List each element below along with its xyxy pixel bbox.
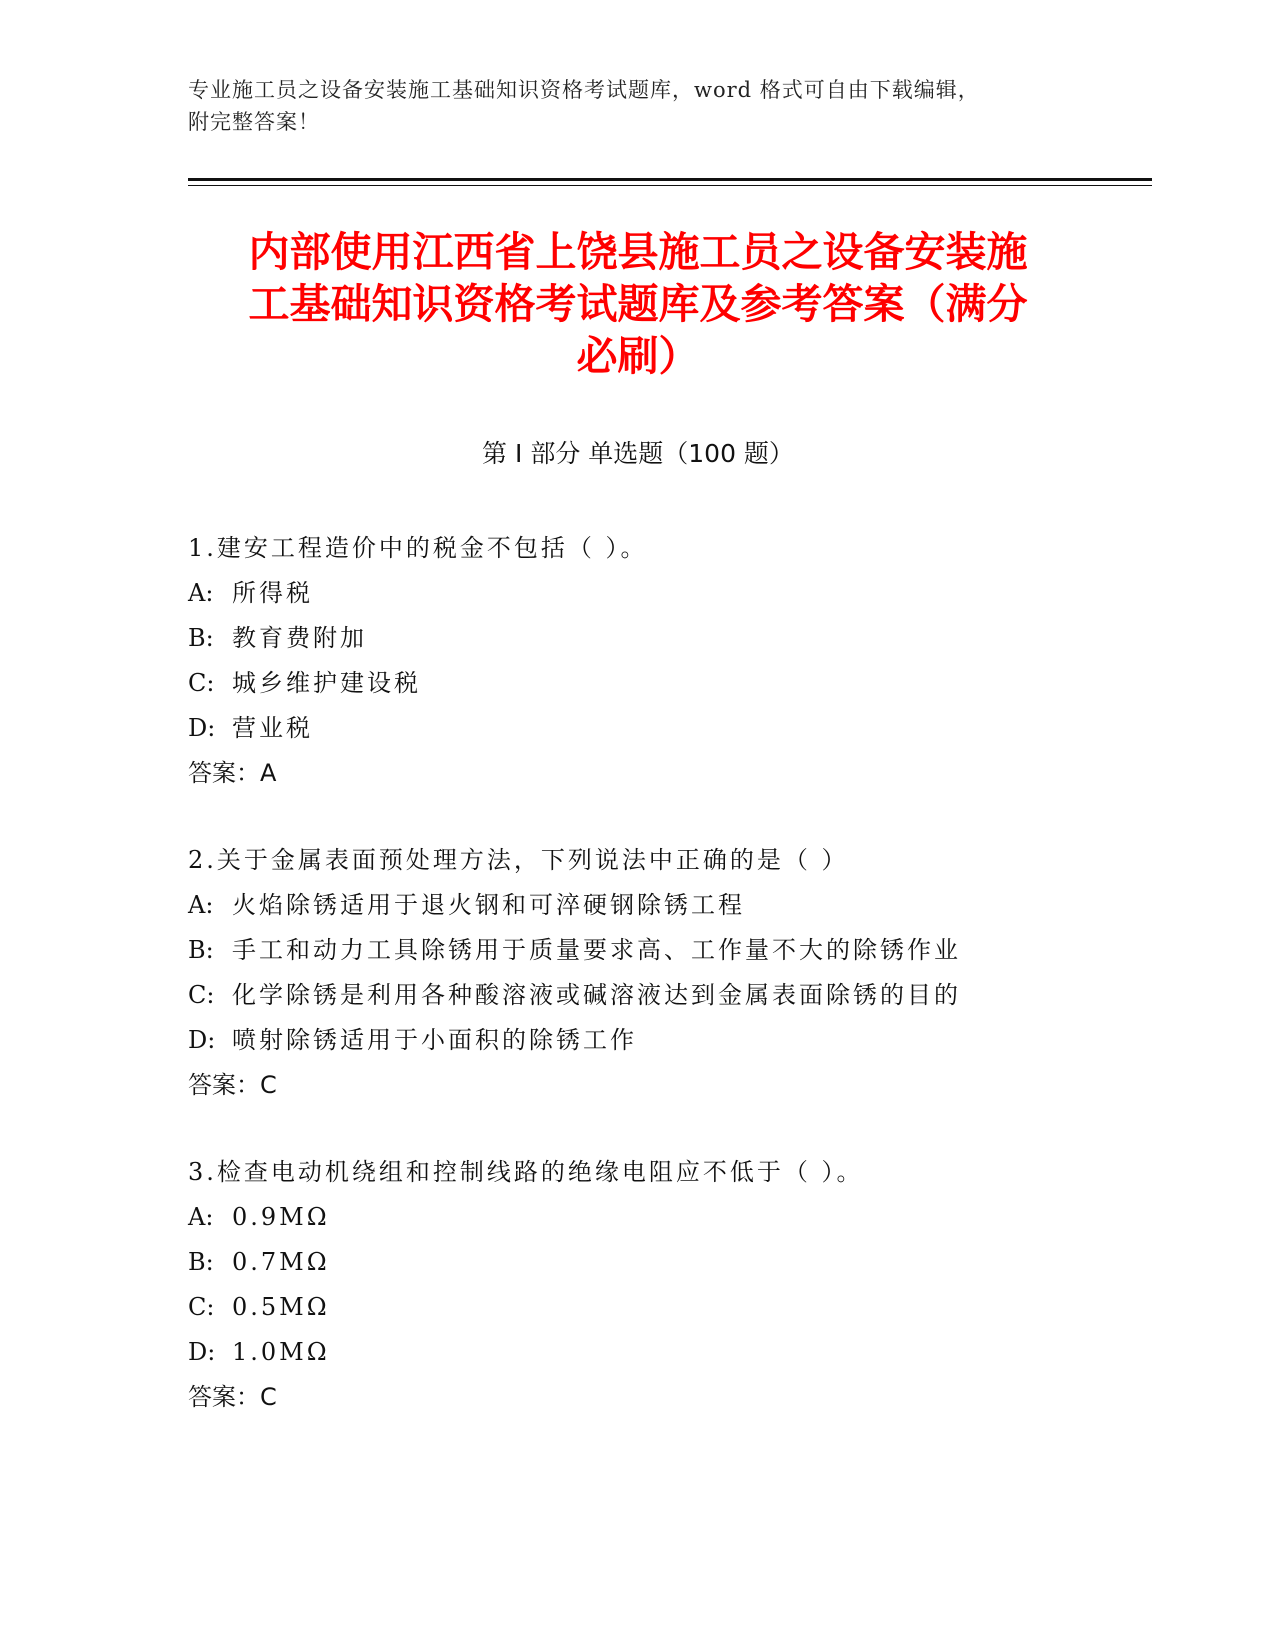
answer: 答案：C (188, 1071, 277, 1099)
option-text: 1.0MΩ (232, 1338, 330, 1366)
question-stem: 1.建安工程造价中的税金不包括（ ）。 (188, 534, 648, 562)
option-key: C: (188, 669, 215, 697)
title-line-1: 内部使用江西省上饶县施工员之设备安装施 (248, 228, 1028, 276)
option-text: 手工和动力工具除锈用于质量要求高、工作量不大的除锈作业 (232, 936, 961, 964)
answer: 答案：C (188, 1383, 277, 1411)
option-key: A: (188, 579, 214, 607)
option-d (188, 706, 1138, 751)
option-text: 所得税 (232, 579, 313, 607)
option-text: 0.9MΩ (232, 1203, 330, 1231)
option-key: A: (188, 1203, 214, 1231)
option-text: 0.7MΩ (232, 1248, 330, 1276)
option-text: 火焰除锈适用于退火钢和可淬硬钢除锈工程 (232, 891, 745, 919)
option-a (188, 1195, 1138, 1240)
option-c (188, 661, 1138, 706)
header-rule-thin (188, 185, 1152, 186)
option-a (188, 883, 1138, 928)
title-line-3: 必刷） (576, 332, 700, 380)
header-note (188, 74, 1068, 138)
option-key: C: (188, 1293, 215, 1321)
question-1 (188, 526, 1138, 796)
option-key: B: (188, 1248, 214, 1276)
option-d (188, 1330, 1138, 1375)
option-b (188, 1240, 1138, 1285)
question-stem: 2.关于金属表面预处理方法，下列说法中正确的是（ ） (188, 846, 849, 874)
question-2 (188, 838, 1138, 1108)
question-stem: 3.检查电动机绕组和控制线路的绝缘电阻应不低于（ ）。 (188, 1158, 864, 1186)
header-rule-thick (188, 178, 1152, 181)
option-text: 教育费附加 (232, 624, 367, 652)
option-text: 营业税 (232, 714, 313, 742)
question-list (188, 526, 1138, 1462)
question-3 (188, 1150, 1138, 1420)
title-line-2: 工基础知识资格考试题库及参考答案（满分 (248, 280, 1028, 328)
option-c (188, 1285, 1138, 1330)
option-text: 城乡维护建设税 (232, 669, 421, 697)
option-text: 喷射除锈适用于小面积的除锈工作 (232, 1026, 637, 1054)
header-note-line-1: 专业施工员之设备安装施工基础知识资格考试题库，word 格式可自由下载编辑， (188, 78, 980, 102)
option-a (188, 571, 1138, 616)
option-key: B: (188, 936, 214, 964)
option-c (188, 973, 1138, 1018)
option-key: C: (188, 981, 215, 1009)
section-title: 第 I 部分 单选题（100 题） (482, 439, 794, 468)
header-note-line-2: 附完整答案！ (188, 110, 320, 134)
option-b (188, 616, 1138, 661)
option-d (188, 1018, 1138, 1063)
option-key: D: (188, 1026, 216, 1054)
option-key: D: (188, 714, 216, 742)
option-b (188, 928, 1138, 973)
document-title (188, 226, 1088, 382)
option-key: D: (188, 1338, 216, 1366)
option-text: 化学除锈是利用各种酸溶液或碱溶液达到金属表面除锈的目的 (232, 981, 961, 1009)
option-key: A: (188, 891, 214, 919)
option-key: B: (188, 624, 214, 652)
answer: 答案：A (188, 759, 277, 787)
option-text: 0.5MΩ (232, 1293, 330, 1321)
